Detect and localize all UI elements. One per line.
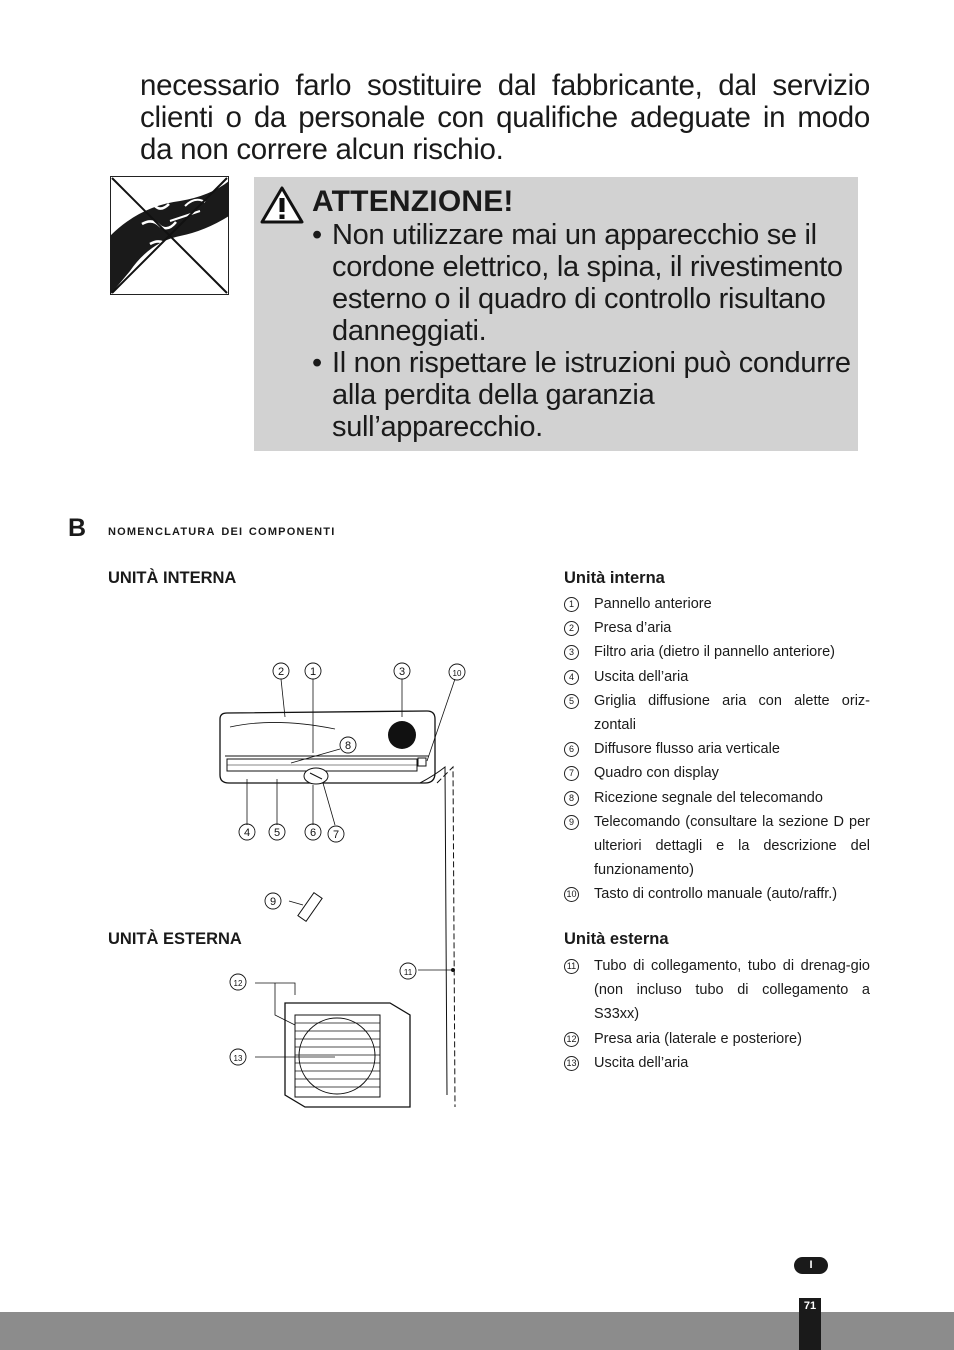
legend-item: 5 Griglia diffusione aria con alette oriz-zontali <box>564 689 870 737</box>
legend-item: 10 Tasto di controllo manuale (auto/raffr.) <box>564 882 870 906</box>
warning-title: ATTENZIONE! <box>312 185 514 218</box>
callout-number: 4 <box>564 670 579 685</box>
legend-item: 8 Ricezione segnale del telecomando <box>564 786 870 810</box>
indoor-unit-heading: UNITÀ INTERNA <box>108 569 237 587</box>
callout-number: 9 <box>564 815 579 830</box>
section-letter: B <box>68 514 87 542</box>
callout-number: 3 <box>564 645 579 660</box>
warning-box <box>254 177 858 451</box>
callout-3: 3 <box>398 666 406 678</box>
callout-2: 2 <box>277 666 285 678</box>
legend-item: 11 Tubo di collegamento, tubo di drenag-gio (non incluso tubo di collegamento a S33xx) <box>564 954 870 1027</box>
warning-item: • Non utilizzare mai un apparecchio se il cordone elettrico, la spina, il rivestimento esterno o il quadro di controllo risultano danneggiati. <box>312 219 843 347</box>
callout-13: 13 <box>233 1054 243 1063</box>
callout-number: 8 <box>564 791 579 806</box>
legend-outdoor-list <box>564 954 870 1075</box>
callout-10: 10 <box>452 669 462 678</box>
page-number: 71 <box>803 1300 817 1312</box>
warning-triangle-icon <box>259 185 305 225</box>
callout-8: 8 <box>344 740 352 752</box>
callout-number: 7 <box>564 766 579 781</box>
callout-6: 6 <box>309 827 317 839</box>
callout-number: 13 <box>564 1056 579 1071</box>
callout-number: 12 <box>564 1032 579 1047</box>
callout-11: 11 <box>403 968 413 977</box>
bullet: • <box>312 219 322 251</box>
warning-item: • Il non rispettare le istruzioni può condurre alla perdita della garanzia sull’apparecchio. <box>312 347 851 443</box>
legend-item: 13 Uscita dell’aria <box>564 1051 870 1075</box>
legend-indoor-list <box>564 592 870 907</box>
legend-item: 2 Presa d’aria <box>564 616 870 640</box>
legend-outdoor-title: Unità esterna <box>564 930 669 948</box>
legend-item: 7 Quadro con display <box>564 761 870 785</box>
callout-number: 10 <box>564 887 579 902</box>
warning-list <box>312 219 852 443</box>
air-conditioner-diagram <box>215 655 475 1115</box>
legend-item: 1 Pannello anteriore <box>564 592 870 616</box>
bullet: • <box>312 347 322 379</box>
callout-7: 7 <box>332 829 340 841</box>
prohibited-damaged-cord-icon <box>110 176 229 295</box>
callout-number: 2 <box>564 621 579 636</box>
callout-number: 1 <box>564 597 579 612</box>
legend-item: 12 Presa aria (laterale e posteriore) <box>564 1027 870 1051</box>
callout-9: 9 <box>269 896 277 908</box>
callout-5: 5 <box>273 827 281 839</box>
legend-item: 3 Filtro aria (dietro il pannello anteriore) <box>564 640 870 664</box>
callout-4: 4 <box>243 827 251 839</box>
language-badge: I <box>794 1257 828 1274</box>
callout-number: 5 <box>564 694 579 709</box>
legend-item: 6 Diffusore flusso aria verticale <box>564 737 870 761</box>
outdoor-unit-heading: UNITÀ ESTERNA <box>108 930 242 948</box>
callout-number: 11 <box>564 959 579 974</box>
callout-12: 12 <box>233 979 243 988</box>
legend-indoor-title: Unità interna <box>564 569 665 587</box>
callout-number: 6 <box>564 742 579 757</box>
section-title: nomenclatura dei componenti <box>108 522 336 539</box>
legend-item: 9 Telecomando (consultare la sezione D per ulteriori dettagli e la descrizione del funzionamento) <box>564 810 870 883</box>
intro-paragraph: necessario farlo sostituire dal fabbricante, dal servizio clienti o da personale con qualifiche adeguate in modo da non correre alcun rischio. <box>140 69 870 166</box>
legend-item: 4 Uscita dell’aria <box>564 665 870 689</box>
callout-1: 1 <box>309 666 317 678</box>
